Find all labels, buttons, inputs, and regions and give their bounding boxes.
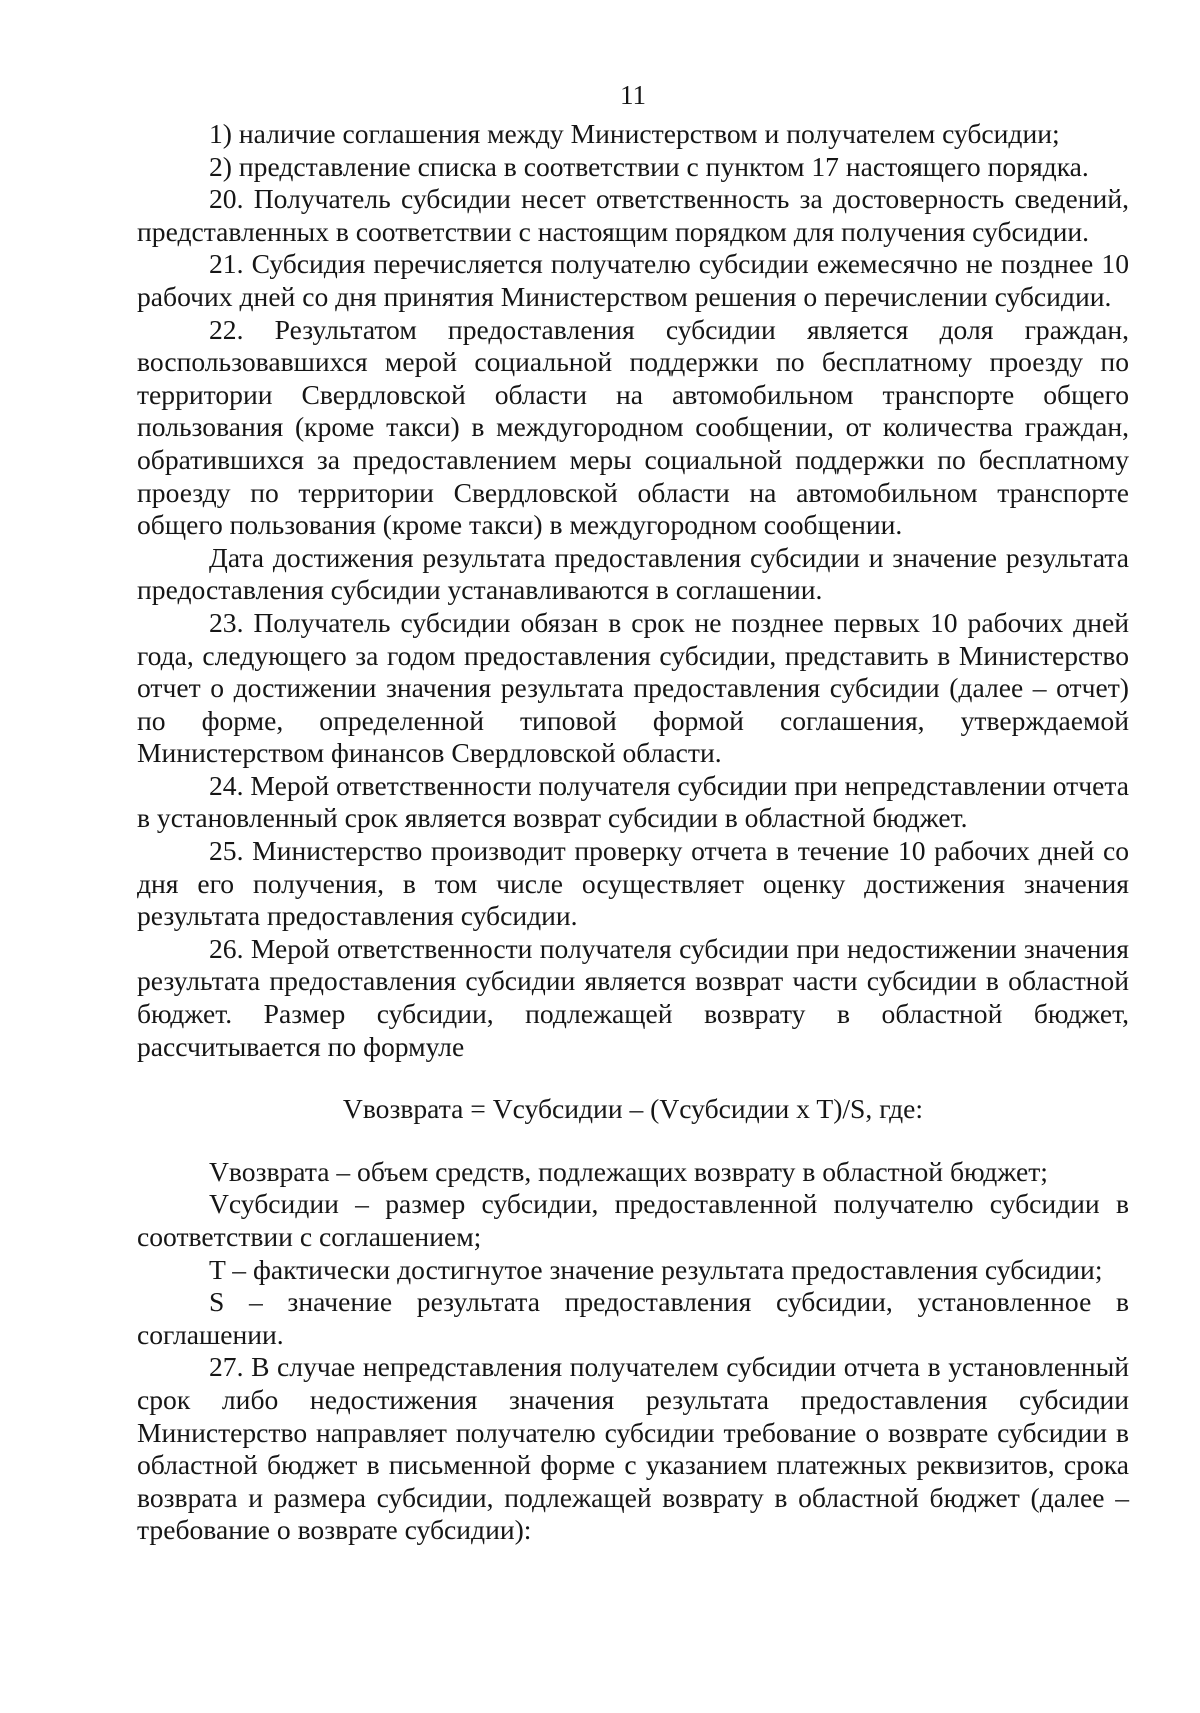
- paragraph-condition-2: 2) представление списка в соответствии с пунктом 17 настоящего порядка.: [209, 150, 1089, 182]
- paragraph-22: 22. Результатом предоставления субсидии является доля граждан, воспользовавшихся мерой социальной поддержки по бесплатному проезду по территории Свердловской области на автомобильном транспорте общего пользования (кроме такси) в междугородном сообщении, от количества граждан, обратившихся за предоставлением меры социальной поддержки по бесплатному проезду по территории Свердловской области на автомобильном транспорте общего пользования (кроме такси) в междугородном сообщении.: [137, 313, 1129, 541]
- definition-t: T – фактически достигнутое значение результата предоставления субсидии;: [209, 1253, 1103, 1285]
- paragraph-27: 27. В случае непредставления получателем субсидии отчета в установленный срок либо недостижения значения результата предоставления субсидии Министерство направляет получателю субсидии требование о возврате субсидии в областной бюджет в письменной форме с указанием платежных реквизитов, срока возврата и размера субсидии, подлежащей возврату в областной бюджет (далее – требование о возврате субсидии):: [137, 1351, 1129, 1546]
- document-page: [137, 78, 1129, 1547]
- page-number: 11: [620, 80, 646, 110]
- paragraph-20: 20. Получатель субсидии несет ответственность за достоверность сведений, представленных в соответствии с настоящим порядком для получения субсидии.: [137, 183, 1129, 247]
- paragraph-22-result-date: Дата достижения результата предоставления субсидии и значение результата предоставления субсидии устанавливаются в соглашении.: [137, 541, 1129, 606]
- definition-v-refund: Vвозврата – объем средств, подлежащих возврату в областной бюджет;: [209, 1155, 1048, 1187]
- paragraph-24: 24. Мерой ответственности получателя субсидии при непредставлении отчета в установленный срок является возврат субсидии в областной бюджет.: [137, 769, 1129, 834]
- definition-s: S – значение результата предоставления субсидии, установленное в соглашении.: [137, 1286, 1129, 1350]
- definition-v-subsidy: Vсубсидии – размер субсидии, предоставленной получателю субсидии в соответствии с соглашением;: [137, 1188, 1129, 1252]
- refund-formula: Vвозврата = Vсубсидии – (Vсубсидии x T)/S, где:: [342, 1093, 924, 1125]
- paragraph-23: 23. Получатель субсидии обязан в срок не позднее первых 10 рабочих дней года, следующего за годом предоставления субсидии, представить в Министерство отчет о достижении значения результата предоставления субсидии (далее – отчет) по форме, определенной типовой формой соглашения, утверждаемой Министерством финансов Свердловской области.: [137, 606, 1129, 769]
- paragraph-25: 25. Министерство производит проверку отчета в течение 10 рабочих дней со дня его получения, в том числе осуществляет оценку достижения значения результата предоставления субсидии.: [137, 835, 1129, 932]
- paragraph-21: 21. Субсидия перечисляется получателю субсидии ежемесячно не позднее 10 рабочих дней со дня принятия Министерством решения о перечислении субсидии.: [137, 248, 1129, 312]
- paragraph-condition-1: 1) наличие соглашения между Министерством и получателем субсидии;: [209, 118, 1060, 149]
- paragraph-26: 26. Мерой ответственности получателя субсидии при недостижении значения результата предоставления субсидии является возврат части субсидии в областной бюджет. Размер субсидии, подлежащей возврату в областной бюджет, рассчитывается по формуле: [137, 932, 1129, 1062]
